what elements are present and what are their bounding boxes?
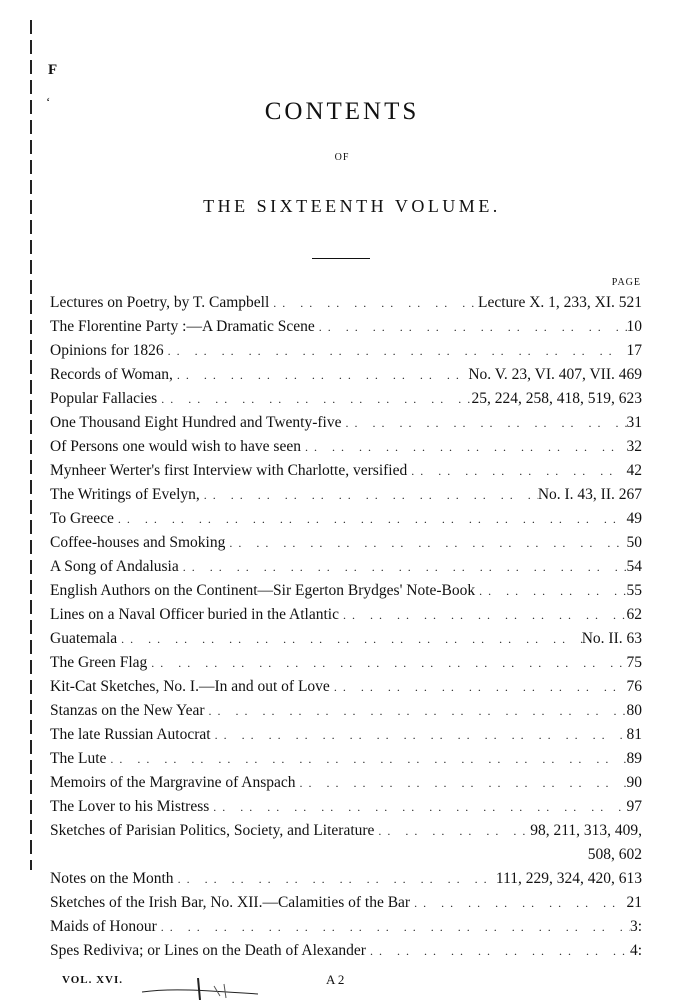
- contents-list: [0, 294, 684, 974]
- leader-dots: [342, 416, 627, 431]
- leader-dots: [173, 368, 468, 383]
- entry-title: English Authors on the Continent—Sir Egerton Brydges' Note-Book: [50, 582, 476, 599]
- leader-dots: [114, 512, 627, 527]
- entry-title: Memoirs of the Margravine of Anspach: [50, 774, 296, 791]
- leader-dots: [209, 800, 626, 815]
- entry-title: Mynheer Werter's first Interview with Charlotte, versified: [50, 462, 408, 479]
- leader-dots: [410, 896, 626, 911]
- toc-entry: [50, 486, 642, 510]
- entry-title: Records of Woman,: [50, 366, 173, 383]
- toc-entry: [50, 318, 642, 342]
- toc-entry: [50, 918, 642, 942]
- entry-pages: 98, 211, 313, 409,: [530, 822, 642, 839]
- entry-pages: No. V. 23, VI. 407, VII. 469: [468, 366, 642, 383]
- toc-entry: [50, 654, 642, 678]
- entry-pages: 49: [626, 510, 642, 527]
- page-subtitle: THE SIXTEENTH VOLUME.: [203, 196, 501, 216]
- entry-title: Kit-Cat Sketches, No. I.—In and out of Love: [50, 678, 330, 695]
- entry-title: Of Persons one would wish to have seen: [50, 438, 301, 455]
- entry-pages: 21: [626, 894, 642, 911]
- leader-dots: [157, 920, 630, 935]
- toc-entry: [50, 462, 642, 486]
- footer-signature: A 2: [326, 972, 345, 987]
- leader-dots: [407, 464, 626, 479]
- entry-title: Lectures on Poetry, by T. Campbell: [50, 294, 270, 311]
- entry-title: The late Russian Autocrat: [50, 726, 211, 743]
- entry-pages: 90: [626, 774, 642, 791]
- entry-pages: 50: [626, 534, 642, 551]
- leader-dots: [296, 776, 627, 791]
- pen-scribble: [140, 978, 260, 1000]
- entry-title: Lines on a Naval Officer buried in the Atlantic: [50, 606, 339, 623]
- entry-title: Notes on the Month: [50, 870, 174, 887]
- entry-title: One Thousand Eight Hundred and Twenty-five: [50, 414, 342, 431]
- leader-dots: [200, 488, 538, 503]
- entry-pages: 25, 224, 258, 418, 519, 623: [471, 390, 642, 407]
- entry-pages: Lecture X. 1, 233, XI. 521: [478, 294, 642, 311]
- toc-entry: [50, 294, 642, 318]
- toc-entry: [50, 822, 642, 846]
- toc-entry: [50, 774, 642, 798]
- leader-dots: [157, 392, 471, 407]
- entry-pages: 54: [626, 558, 642, 575]
- toc-entry: [50, 870, 642, 894]
- entry-title: Popular Fallacies: [50, 390, 158, 407]
- entry-pages: 97: [626, 798, 642, 815]
- leader-dots: [315, 320, 627, 335]
- entry-pages: 4:: [629, 942, 642, 959]
- entry-title: Spes Rediviva; or Lines on the Death of Alexander: [50, 942, 366, 959]
- entry-pages: 75: [626, 654, 642, 671]
- entry-pages: 42: [626, 462, 642, 479]
- toc-entry: [50, 582, 642, 606]
- toc-entry: [50, 534, 642, 558]
- page-title: CONTENTS: [264, 98, 420, 125]
- corner-tick: ‘: [46, 94, 51, 109]
- entry-pages: 32: [626, 438, 642, 455]
- entry-pages: 3:: [629, 918, 642, 935]
- leader-dots: [339, 608, 627, 623]
- toc-entry: [50, 630, 642, 654]
- leader-dots: [330, 680, 627, 695]
- entry-title: A Song of Andalusia: [50, 558, 179, 575]
- entry-title: Maids of Honour: [50, 918, 157, 935]
- toc-entry: [50, 558, 642, 582]
- entry-title: The Green Flag: [50, 654, 148, 671]
- toc-entry: [50, 342, 642, 366]
- entry-pages: No. II. 63: [581, 630, 642, 647]
- entry-pages: 17: [626, 342, 642, 359]
- leader-dots: [475, 584, 626, 599]
- toc-entry: [50, 606, 642, 630]
- toc-entry: [50, 390, 642, 414]
- leader-dots: [179, 560, 627, 575]
- title-of: OF: [334, 152, 350, 163]
- toc-entry: [50, 702, 642, 726]
- entry-title: Guatemala: [50, 630, 118, 647]
- toc-entry: [50, 510, 642, 534]
- footer-volume: VOL. XVI.: [62, 974, 124, 986]
- entry-pages: 55: [626, 582, 642, 599]
- entry-title: The Florentine Party :—A Dramatic Scene: [50, 318, 315, 335]
- leader-dots: [374, 824, 530, 839]
- corner-mark: F: [48, 62, 58, 78]
- entry-title: The Lover to his Mistress: [50, 798, 210, 815]
- entry-pages: 76: [626, 678, 642, 695]
- toc-entry: [50, 750, 642, 774]
- entry-title: To Greece: [50, 510, 114, 527]
- toc-entry: [50, 414, 642, 438]
- entry-title: Sketches of Parisian Politics, Society, and Literature: [50, 822, 375, 839]
- entry-pages: 81: [626, 726, 642, 743]
- toc-entry: [50, 942, 642, 966]
- leader-dots: [117, 632, 582, 647]
- entry-pages: 89: [626, 750, 642, 767]
- leader-dots: [164, 344, 627, 359]
- leader-dots: [211, 728, 627, 743]
- entry-title: Opinions for 1826: [50, 342, 164, 359]
- leader-dots: [269, 296, 478, 311]
- page-column-label: PAGE: [611, 277, 641, 288]
- leader-dots: [205, 704, 627, 719]
- entry-pages: 111, 229, 324, 420, 613: [495, 870, 642, 887]
- leader-dots: [174, 872, 496, 887]
- entry-title: The Writings of Evelyn,: [50, 486, 200, 503]
- title-rule: [312, 258, 370, 259]
- entry-pages: 80: [626, 702, 642, 719]
- entry-pages: No. I. 43, II. 267: [537, 486, 642, 503]
- entry-title: Coffee-houses and Smoking: [50, 534, 226, 551]
- toc-entry: [50, 438, 642, 462]
- entry-pages-continued: 508, 602: [587, 846, 642, 863]
- leader-dots: [106, 752, 626, 767]
- toc-entry: [50, 798, 642, 822]
- entry-title: Sketches of the Irish Bar, No. XII.—Calamities of the Bar: [50, 894, 411, 911]
- toc-entry: [50, 894, 642, 918]
- entry-pages: 62: [626, 606, 642, 623]
- leader-dots: [147, 656, 626, 671]
- entry-title: The Lute: [50, 750, 107, 767]
- leader-dots: [301, 440, 627, 455]
- toc-entry: [50, 678, 642, 702]
- entry-title: Stanzas on the New Year: [50, 702, 205, 719]
- toc-entry: [50, 366, 642, 390]
- leader-dots: [366, 944, 630, 959]
- entry-pages: 31: [626, 414, 642, 431]
- leader-dots: [225, 536, 626, 551]
- entry-pages: 10: [626, 318, 642, 335]
- toc-entry: [50, 726, 642, 750]
